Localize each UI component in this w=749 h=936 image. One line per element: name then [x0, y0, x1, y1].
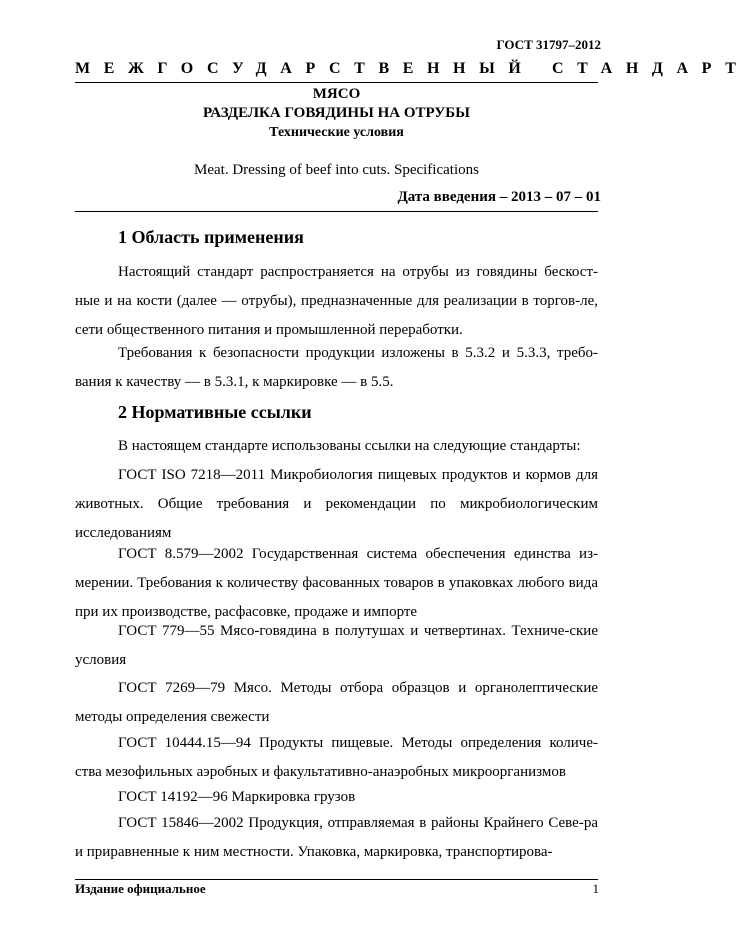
section-2-paragraph: В настоящем стандарте использованы ссылки на следующие стандарты: [118, 438, 581, 454]
section-1-paragraph: Настоящий стандарт распространяется на отрубы из говядины бескост-ные и на кости (далее — отрубы), предназначенные для реализации в торгов-ле, сети общественного питания и промышленной переработки. [75, 264, 598, 338]
reference-item: ГОСТ 10444.15—94 Продукты пищевые. Методы определения количе-ства мезофильных аэробных и факультативно-анаэробных микроорганизмов [75, 735, 598, 780]
doc-number: ГОСТ 31797–2012 [496, 37, 601, 52]
header-rule [75, 82, 598, 83]
section-2-heading: 2 Нормативные ссылки [118, 402, 312, 422]
title-english: Meat. Dressing of beef into cuts. Specifications [194, 162, 479, 178]
introduction-date: Дата введения – 2013 – 07 – 01 [397, 189, 601, 205]
title-main: МЯСО [312, 86, 361, 102]
standard-type-heading: МЕЖГОСУДАРСТВЕННЫЙ СТАНДАРТ [75, 60, 749, 77]
date-rule [75, 211, 598, 212]
title-sub: РАЗДЕЛКА ГОВЯДИНЫ НА ОТРУБЫ [203, 105, 470, 121]
reference-item: ГОСТ 7269—79 Мясо. Методы отбора образцов и органолептические методы определения свежести [75, 680, 598, 725]
section-1-heading: 1 Область применения [118, 227, 304, 247]
section-1-paragraph: Требования к безопасности продукции изложены в 5.3.2 и 5.3.3, требо-вания к качеству — в 5.3.1, к маркировке — в 5.5. [75, 345, 598, 390]
reference-item: ГОСТ 779—55 Мясо-говядина в полутушах и четвертинах. Техниче-ские условия [75, 623, 598, 668]
reference-item: ГОСТ 15846—2002 Продукция, отправляемая в районы Крайнего Севе-ра и приравненные к ним местности. Упаковка, маркировка, транспортирова- [75, 815, 598, 860]
footer-edition-label: Издание официальное [75, 881, 206, 896]
reference-item: ГОСТ 8.579—2002 Государственная система обеспечения единства из-мерении. Требования к количеству фасованных товаров в упаковках любого вида при их производстве, расфасовке, продаже и импорте [75, 546, 598, 620]
footer-rule [75, 879, 598, 880]
page-number: 1 [592, 881, 599, 896]
reference-item: ГОСТ 14192—96 Маркировка грузов [118, 789, 356, 805]
title-tech: Технические условия [269, 125, 404, 140]
reference-item: ГОСТ ISO 7218—2011 Микробиология пищевых продуктов и кормов для животных. Общие требования и рекомендации по микробиологическим исследованиям [75, 467, 598, 541]
